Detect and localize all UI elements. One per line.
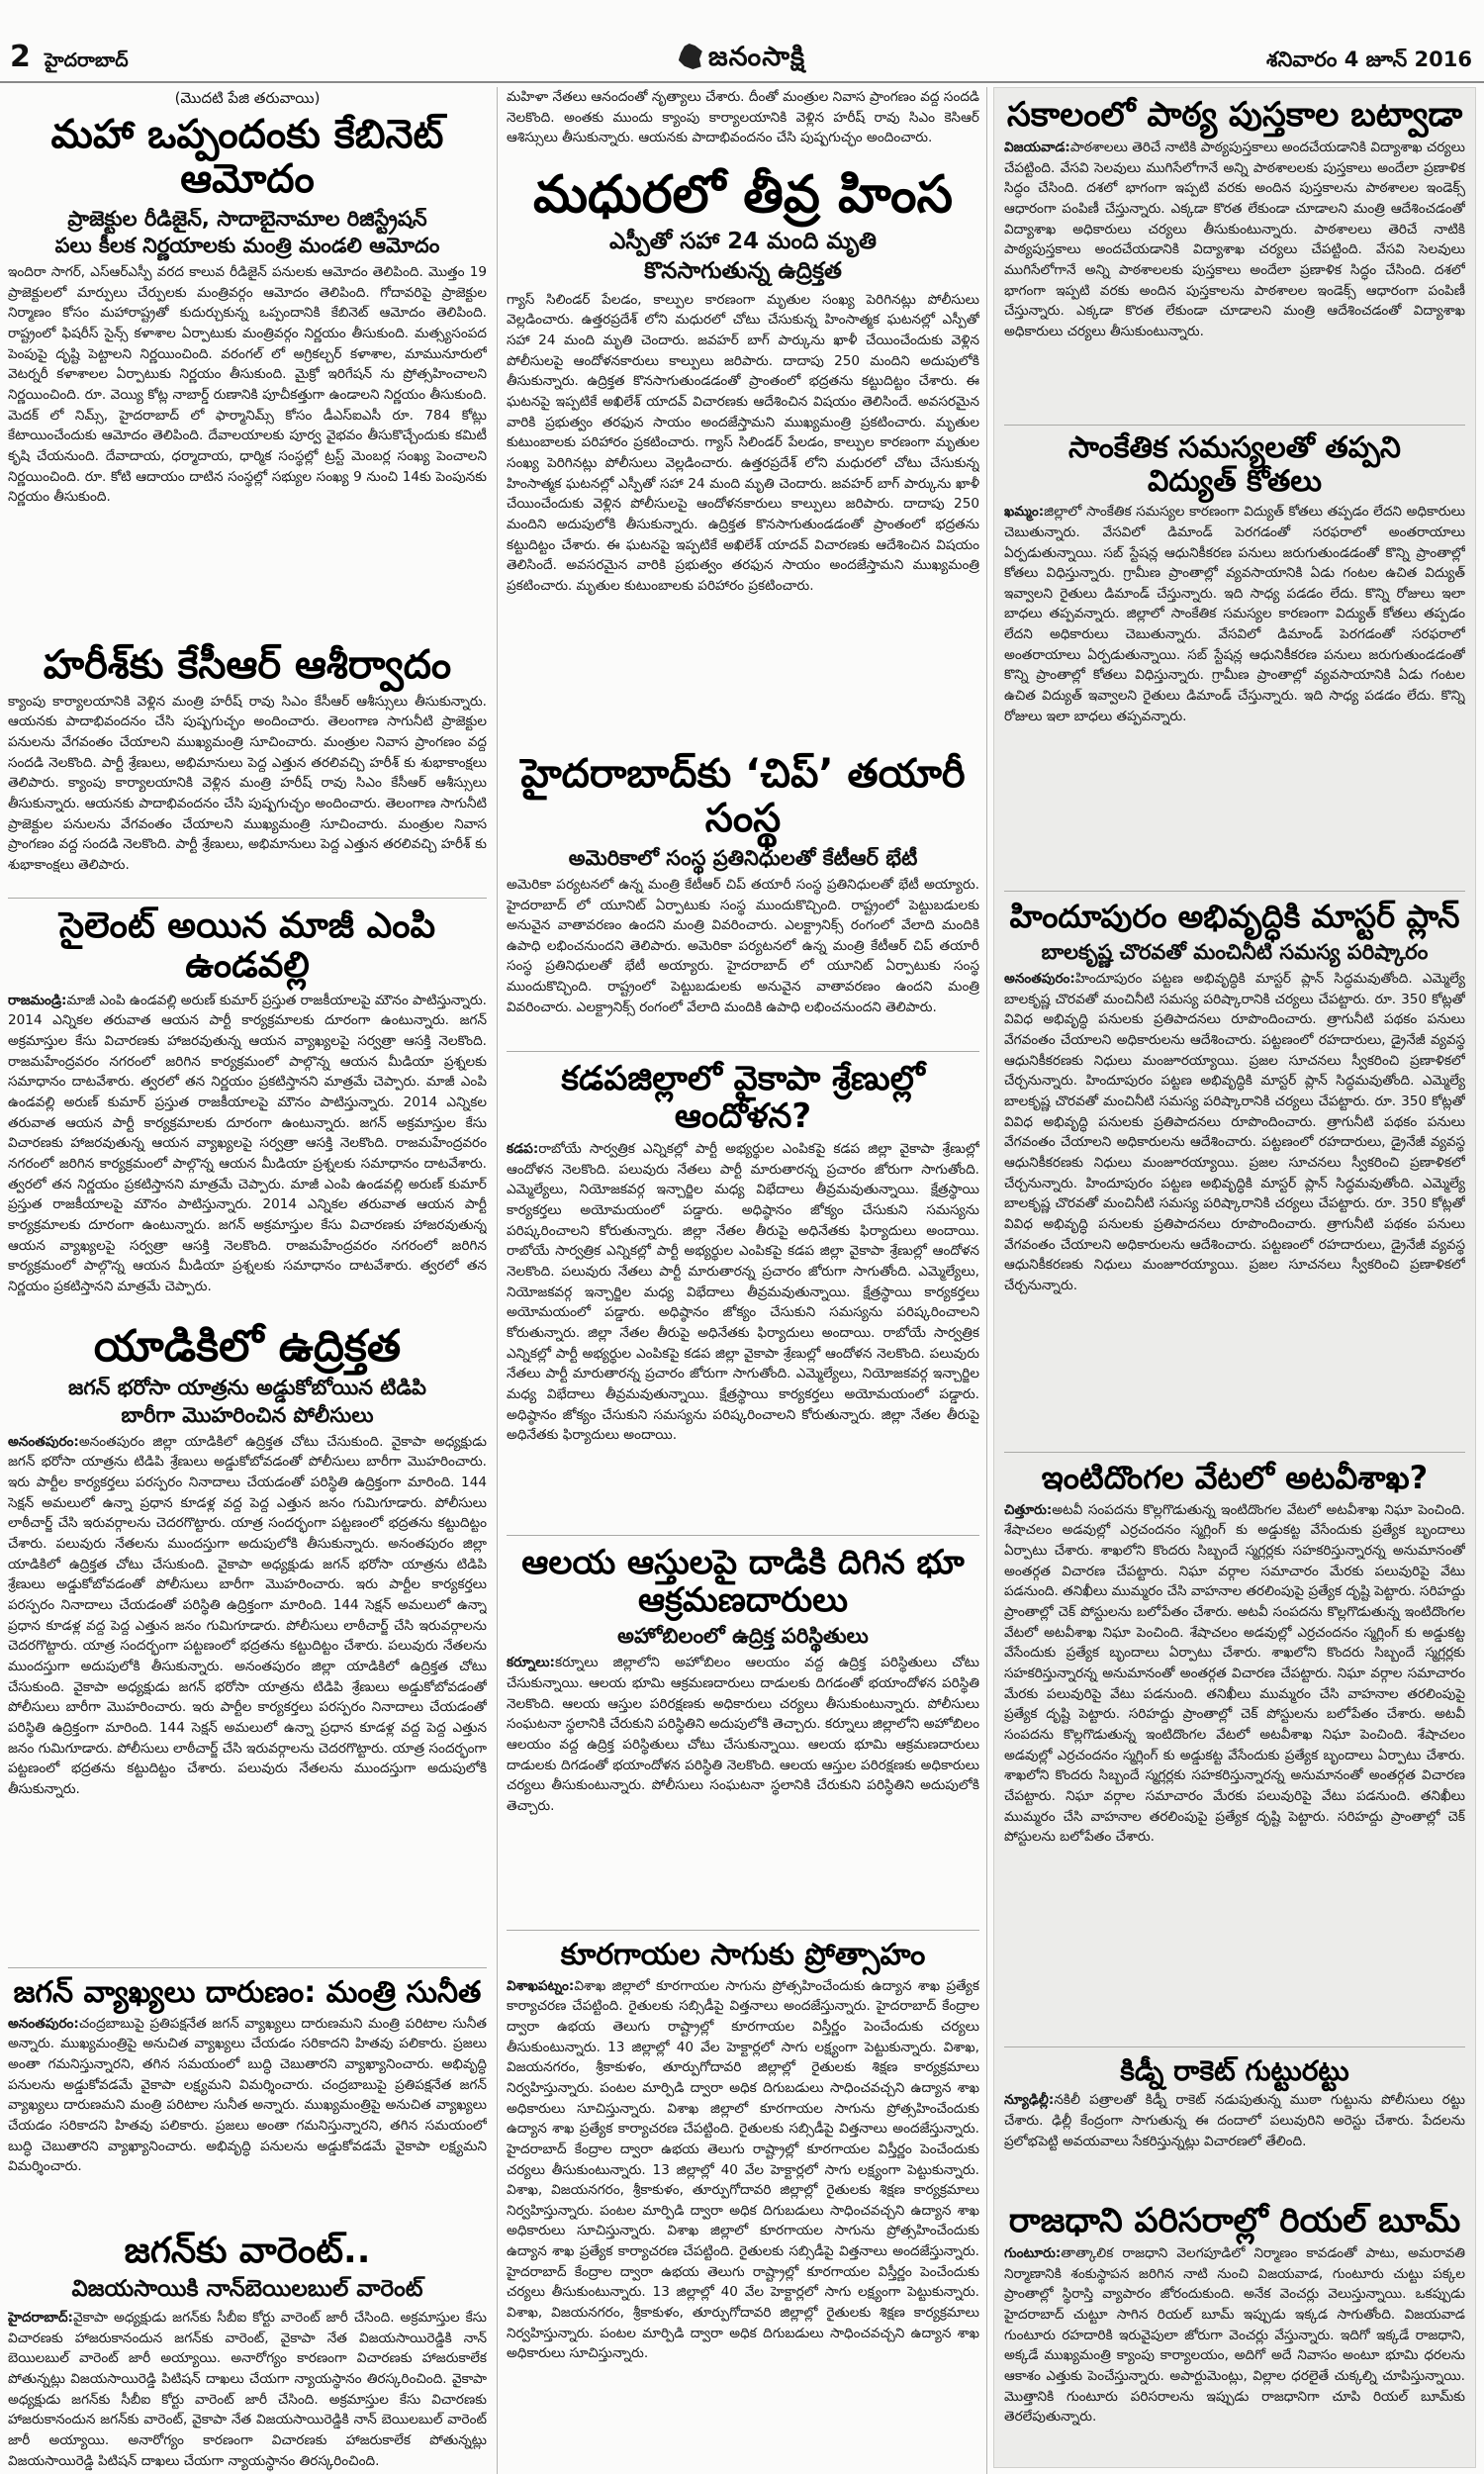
dateline: విశాఖపట్నం: — [507, 1977, 575, 1994]
article-body — [1004, 138, 1465, 342]
article-body — [1004, 502, 1465, 726]
body-text: మాజీ ఎంపి ఉండవల్లి అరుణ్ కుమార్ ప్రస్తుత రాజకీయాలపై మౌనం పాటిస్తున్నారు. 2014 ఎన్నికల తరువాత ఆయన పార్టీ కార్యక్రమాలకు దూరంగా ఉంటున్నారు. జగన్ అక్రమాస్తుల కేసు విచారణకు హాజరవుతున్న ఆయన వ్యాఖ్యలపై సర్వత్రా ఆసక్తి నెలకొంది. రాజమహేంద్రవరం నగరంలో జరిగిన కార్యక్రమంలో పాల్గొన్న ఆయన మీడియా ప్రశ్నలకు సమాధానం దాటవేశారు. త్వరలో తన నిర్ణయం ప్రకటిస్తానని మాత్రమే చెప్పారు. మాజీ ఎంపి ఉండవల్లి అరుణ్ కుమార్ ప్రస్తుత రాజకీయాలపై మౌనం పాటిస్తున్నారు. 2014 ఎన్నికల తరువాత ఆయన పార్టీ కార్యక్రమాలకు దూరంగా ఉంటున్నారు. జగన్ అక్రమాస్తుల కేసు విచారణకు హాజరవుతున్న ఆయన వ్యాఖ్యలపై సర్వత్రా ఆసక్తి నెలకొంది. రాజమహేంద్రవరం నగరంలో జరిగిన కార్యక్రమంలో పాల్గొన్న ఆయన మీడియా ప్రశ్నలకు సమాధానం దాటవేశారు. త్వరలో తన నిర్ణయం ప్రకటిస్తానని మాత్రమే చెప్పారు. మాజీ ఎంపి ఉండవల్లి అరుణ్ కుమార్ ప్రస్తుత రాజకీయాలపై మౌనం పాటిస్తున్నారు. 2014 ఎన్నికల తరువాత ఆయన పార్టీ కార్యక్రమాలకు దూరంగా ఉంటున్నారు. జగన్ అక్రమాస్తుల కేసు విచారణకు హాజరవుతున్న ఆయన వ్యాఖ్యలపై సర్వత్రా ఆసక్తి నెలకొంది. రాజమహేంద్రవరం నగరంలో జరిగిన కార్యక్రమంలో పాల్గొన్న ఆయన మీడియా ప్రశ్నలకు సమాధానం దాటవేశారు. త్వరలో తన నిర్ణయం ప్రకటిస్తానని మాత్రమే చెప్పారు. — [8, 992, 487, 1294]
headline: కిడ్నీ రాకెట్ గుట్టురట్టు — [1120, 2054, 1349, 2087]
article-chip-company — [507, 750, 979, 1047]
column-divider-2 — [986, 87, 987, 2474]
dateline: గుంటూరు: — [1004, 2245, 1062, 2262]
dateline: విజయవాడ: — [1004, 140, 1070, 156]
subhead: బారీగా మొహరించిన పోలీసులు — [121, 1402, 374, 1427]
headline: హరీశ్‌కు కేసీఆర్ ఆశీర్వాదం — [43, 642, 452, 688]
article-body — [8, 1432, 487, 1800]
body-text: రాబోయే సార్వత్రిక ఎన్నికల్లో పార్టీ అభ్యర్థుల ఎంపికపై కడప జిల్లా వైకాపా శ్రేణుల్లో ఆందోళన నెలకొంది. పలువురు నేతలు పార్టీ మారుతారన్న ప్రచారం జోరుగా సాగుతోంది. ఎమ్మెల్యేలు, నియోజకవర్గ ఇన్చార్జిల మధ్య విభేదాలు తీవ్రమవుతున్నాయి. క్షేత్రస్థాయి కార్యకర్తలు అయోమయంలో పడ్డారు. అధిష్ఠానం జోక్యం చేసుకుని సమస్యను పరిష్కరించాలని కోరుతున్నారు. జిల్లా నేతల తీరుపై అధినేతకు ఫిర్యాదులు అందాయి. రాబోయే సార్వత్రిక ఎన్నికల్లో పార్టీ అభ్యర్థుల ఎంపికపై కడప జిల్లా వైకాపా శ్రేణుల్లో ఆందోళన నెలకొంది. పలువురు నేతలు పార్టీ మారుతారన్న ప్రచారం జోరుగా సాగుతోంది. ఎమ్మెల్యేలు, నియోజకవర్గ ఇన్చార్జిల మధ్య విభేదాలు తీవ్రమవుతున్నాయి. క్షేత్రస్థాయి కార్యకర్తలు అయోమయంలో పడ్డారు. అధిష్ఠానం జోక్యం చేసుకుని సమస్యను పరిష్కరించాలని కోరుతున్నారు. జిల్లా నేతల తీరుపై అధినేతకు ఫిర్యాదులు అందాయి. రాబోయే సార్వత్రిక ఎన్నికల్లో పార్టీ అభ్యర్థుల ఎంపికపై కడప జిల్లా వైకాపా శ్రేణుల్లో ఆందోళన నెలకొంది. పలువురు నేతలు పార్టీ మారుతారన్న ప్రచారం జోరుగా సాగుతోంది. ఎమ్మెల్యేలు, నియోజకవర్గ ఇన్చార్జిల మధ్య విభేదాలు తీవ్రమవుతున్నాయి. క్షేత్రస్థాయి కార్యకర్తలు అయోమయంలో పడ్డారు. అధిష్ఠానం జోక్యం చేసుకుని సమస్యను పరిష్కరించాలని కోరుతున్నారు. జిల్లా నేతల తీరుపై అధినేతకు ఫిర్యాదులు అందాయి. — [507, 1141, 979, 1444]
subhead: జగన్ భరోసా యాత్రను అడ్డుకోబోయిన టిడిపి — [68, 1376, 426, 1400]
article-body: మహిళా నేతలు ఆనందంతో నృత్యాలు చేశారు. దీంతో మంత్రుల నివాస ప్రాంగణం వద్ద సందడి నెలకొంది. అంతకు ముందు క్యాంపు కార్యాలయానికి వెళ్లిన హరీష్ రావు సిఎం కెసిఆర్ ఆశిస్సులు తీసుకున్నారు. ఆయనకు పాదాభివందనం చేసి పుష్పగుచ్ఛం అందించారు. — [507, 89, 979, 146]
telangana-map-icon — [679, 44, 702, 69]
body-text: హిందూపురం పట్టణ అభివృద్ధికి మాస్టర్ ప్లాన్ సిద్ధమవుతోంది. ఎమ్మెల్యే బాలకృష్ణ చొరవతో మంచినీటి సమస్య పరిష్కారానికి చర్యలు చేపట్టారు. రూ. 350 కోట్లతో వివిధ అభివృద్ధి పనులకు ప్రతిపాదనలు రూపొందించారు. త్రాగునీటి పథకం పనులు వేగవంతం చేయాలని అధికారులను ఆదేశించారు. పట్టణంలో రహదారులు, డ్రైనేజీ వ్యవస్థ ఆధునికీకరణకు నిధులు మంజూరయ్యాయి. ప్రజల సూచనలు స్వీకరించి ప్రణాళికలో చేర్చనున్నారు. హిందూపురం పట్టణ అభివృద్ధికి మాస్టర్ ప్లాన్ సిద్ధమవుతోంది. ఎమ్మెల్యే బాలకృష్ణ చొరవతో మంచినీటి సమస్య పరిష్కారానికి చర్యలు చేపట్టారు. రూ. 350 కోట్లతో వివిధ అభివృద్ధి పనులకు ప్రతిపాదనలు రూపొందించారు. త్రాగునీటి పథకం పనులు వేగవంతం చేయాలని అధికారులను ఆదేశించారు. పట్టణంలో రహదారులు, డ్రైనేజీ వ్యవస్థ ఆధునికీకరణకు నిధులు మంజూరయ్యాయి. ప్రజల సూచనలు స్వీకరించి ప్రణాళికలో చేర్చనున్నారు. హిందూపురం పట్టణ అభివృద్ధికి మాస్టర్ ప్లాన్ సిద్ధమవుతోంది. ఎమ్మెల్యే బాలకృష్ణ చొరవతో మంచినీటి సమస్య పరిష్కారానికి చర్యలు చేపట్టారు. రూ. 350 కోట్లతో వివిధ అభివృద్ధి పనులకు ప్రతిపాదనలు రూపొందించారు. త్రాగునీటి పథకం పనులు వేగవంతం చేయాలని అధికారులను ఆదేశించారు. పట్టణంలో రహదారులు, డ్రైనేజీ వ్యవస్థ ఆధునికీకరణకు నిధులు మంజూరయ్యాయి. ప్రజల సూచనలు స్వీకరించి ప్రణాళికలో చేర్చనున్నారు. — [1004, 971, 1465, 1293]
article-mathura-violence — [507, 164, 979, 750]
article-body: ఇందిరా సాగర్, ఎస్ఆర్ఎస్పీ వరద కాలువ రీడిజైన్ పనులకు ఆమోదం తెలిపింది. మొత్తం 19 ప్రాజెక్టులలో మార్పులు చేర్పులకు మంత్రివర్గం ఆమోదం తెలిపింది. గోదావరిపై ప్రాజెక్టుల నిర్మాణం కోసం మహారాష్ట్రతో కుదుర్చుకున్న ఒప్పందానికి కేబినెట్ ఆమోదం తెలిపింది. రాష్ట్రంలో ఫిషరీస్ సైన్స్ కళాశాల ఏర్పాటుకు మంత్రివర్గం నిర్ణయం తీసుకుంది. మత్స్యసంపద పెంపుపై దృష్టి పెట్టాలని నిర్ణయించింది. వరంగల్ లో అగ్రికల్చర్ కళాశాల, మామునూరులో వెటర్నరీ కళాశాలల ఏర్పాటుకు నిర్ణయం తీసుకుంది. మైక్రో ఇరిగేషన్ ను ప్రోత్సహించాలని నిర్ణయించింది. రూ. వెయ్యి కోట్ల నాబార్డ్ రుణానికి పూచీకత్తుగా ఉండాలని నిర్ణయం తీసుకుంది. మెదక్ లో నిమ్స్, హైదరాబాద్ లో ఫార్మానిమ్స్ కోసం డీఎస్ఐఎసీ రూ. 784 కోట్లు కేటాయించేందుకు ఆమోదం తెలిపింది. దేవాలయాలకు పూర్వ వైభవం తీసుకొచ్చేందుకు కమిటీ కృషి చేయనుంది. దేవాదాయ, ధర్మాదాయ, ధార్మిక సంస్థల్లో ట్రస్ట్ మెంబర్ల సంఖ్య పెంచాలని నిర్ణయించింది. రూ. కోటి ఆదాయం దాటిన సంస్థల్లో సభ్యుల సంఖ్య 9 నుంచి 14కు పెంపునకు నిర్ణయం తీసుకుంది. — [8, 264, 487, 506]
body-text: అనంతపురం జిల్లా యాడికిలో ఉద్రిక్తత చోటు చేసుకుంది. వైకాపా అధ్యక్షుడు జగన్ భరోసా యాత్రను టిడిపి శ్రేణులు అడ్డుకోబోవడంతో పోలీసులు బారీగా మొహరించారు. ఇరు పార్టీల కార్యకర్తలు పరస్పరం నినాదాలు చేయడంతో పరిస్థితి ఉద్రిక్తంగా మారింది. 144 సెక్షన్ అమలులో ఉన్నా ప్రధాన కూడళ్ల వద్ద పెద్ద ఎత్తున జనం గుమిగూడారు. పోలీసులు లాఠీచార్జ్ చేసి ఇరువర్గాలను చెదరగొట్టారు. యాత్ర సందర్భంగా పట్టణంలో భద్రతను కట్టుదిట్టం చేశారు. పలువురు నేతలను ముందస్తుగా అదుపులోకి తీసుకున్నారు. అనంతపురం జిల్లా యాడికిలో ఉద్రిక్తత చోటు చేసుకుంది. వైకాపా అధ్యక్షుడు జగన్ భరోసా యాత్రను టిడిపి శ్రేణులు అడ్డుకోబోవడంతో పోలీసులు బారీగా మొహరించారు. ఇరు పార్టీల కార్యకర్తలు పరస్పరం నినాదాలు చేయడంతో పరిస్థితి ఉద్రిక్తంగా మారింది. 144 సెక్షన్ అమలులో ఉన్నా ప్రధాన కూడళ్ల వద్ద పెద్ద ఎత్తున జనం గుమిగూడారు. పోలీసులు లాఠీచార్జ్ చేసి ఇరువర్గాలను చెదరగొట్టారు. యాత్ర సందర్భంగా పట్టణంలో భద్రతను కట్టుదిట్టం చేశారు. పలువురు నేతలను ముందస్తుగా అదుపులోకి తీసుకున్నారు. అనంతపురం జిల్లా యాడికిలో ఉద్రిక్తత చోటు చేసుకుంది. వైకాపా అధ్యక్షుడు జగన్ భరోసా యాత్రను టిడిపి శ్రేణులు అడ్డుకోబోవడంతో పోలీసులు బారీగా మొహరించారు. ఇరు పార్టీల కార్యకర్తలు పరస్పరం నినాదాలు చేయడంతో పరిస్థితి ఉద్రిక్తంగా మారింది. 144 సెక్షన్ అమలులో ఉన్నా ప్రధాన కూడళ్ల వద్ద పెద్ద ఎత్తున జనం గుమిగూడారు. పోలీసులు లాఠీచార్జ్ చేసి ఇరువర్గాలను చెదరగొట్టారు. యాత్ర సందర్భంగా పట్టణంలో భద్రతను కట్టుదిట్టం చేశారు. పలువురు నేతలను ముందస్తుగా అదుపులోకి తీసుకున్నారు. — [8, 1433, 487, 1797]
article-vegetable-farming — [507, 1930, 979, 2471]
article-body — [507, 1139, 979, 1446]
column-middle — [507, 87, 979, 2474]
dateline: కడప: — [507, 1141, 539, 1158]
article-power-cuts — [1004, 425, 1465, 887]
dateline: అనంతపురం: — [8, 1433, 79, 1450]
article-body: గ్యాస్ సిలిండర్ పేలడం, కాల్పుల కారణంగా మృతుల సంఖ్య పెరిగినట్లు పోలీసులు వెల్లడించారు. ఉత్తరప్రదేశ్ లోని మధురలో చోటు చేసుకున్న హింసాత్మక ఘటనల్లో ఎస్పీతో సహా 24 మంది మృతి చెందారు. జవహర్ బాగ్ పార్కును ఖాళీ చేయించేందుకు వెళ్లిన పోలీసులపై ఆందోళనకారులు కాల్పులు జరిపారు. దాదాపు 250 మందిని అదుపులోకి తీసుకున్నారు. ఉద్రిక్తత కొనసాగుతుండడంతో ప్రాంతంలో భద్రతను కట్టుదిట్టం చేశారు. ఈ ఘటనపై ఇప్పటికే అఖిలేశ్ యాదవ్ విచారణకు ఆదేశించిన విషయం తెలిసిందే. అవసరమైన వారికి ప్రభుత్వం తరఫున సాయం అందజేస్తామని ముఖ్యమంత్రి ప్రకటించారు. మృతుల కుటుంబాలకు పరిహారం ప్రకటించారు. గ్యాస్ సిలిండర్ పేలడం, కాల్పుల కారణంగా మృతుల సంఖ్య పెరిగినట్లు పోలీసులు వెల్లడించారు. ఉత్తరప్రదేశ్ లోని మధురలో చోటు చేసుకున్న హింసాత్మక ఘటనల్లో ఎస్పీతో సహా 24 మంది మృతి చెందారు. జవహర్ బాగ్ పార్కును ఖాళీ చేయించేందుకు వెళ్లిన పోలీసులపై ఆందోళనకారులు కాల్పులు జరిపారు. దాదాపు 250 మందిని అదుపులోకి తీసుకున్నారు. ఉద్రిక్తత కొనసాగుతుండడంతో ప్రాంతంలో భద్రతను కట్టుదిట్టం చేశారు. ఈ ఘటనపై ఇప్పటికే అఖిలేశ్ యాదవ్ విచారణకు ఆదేశించిన విషయం తెలిసిందే. అవసరమైన వారికి ప్రభుత్వం తరఫున సాయం అందజేస్తామని ముఖ్యమంత్రి ప్రకటించారు. మృతుల కుటుంబాలకు పరిహారం ప్రకటించారు. — [507, 291, 979, 594]
body-text: నకిలీ పత్రాలతో కిడ్నీ రాకెట్ నడుపుతున్న ముఠా గుట్టును పోలీసులు రట్టు చేశారు. ఢిల్లీ కేంద్రంగా సాగుతున్న ఈ దందాలో పలువురిని అరెస్టు చేశారు. పేదలను ప్రలోభపెట్టి అవయవాలు సేకరిస్తున్నట్లు విచారణలో తేలింది. — [1004, 2092, 1465, 2149]
body-text: తాత్కాలిక రాజధాని వెలగపూడిలో నిర్మాణం కావడంతో పాటు, అమరావతి నిర్మాణానికి శంకుస్థాపన జరిగిన నాటి నుంచి విజయవాడ, గుంటూరు చుట్టు పక్కల ప్రాంతాల్లో స్థిరాస్తి వ్యాపారం జోరందుకుంది. అనేక వెంచర్లు వెలుస్తున్నాయి. ఒకప్పుడు హైదరాబాద్ చుట్టూ సాగిన రియల్ బూమ్ ఇప్పుడు ఇక్కడ సాగుతోంది. విజయవాడ గుంటూరు రహదారికి ఇరువైపులా జోరుగా వెంచర్లు వేస్తున్నారు. ఇదిగో ఇక్కడే రాజధాని, అక్కడే ముఖ్యమంత్రి క్యాంపు కార్యాలయం, అదిగో అదే నివాసం అంటూ భూమి ధరలను ఆకాశం ఎత్తుకు పెంచేస్తున్నారు. అపార్టుమెంట్లు, విల్లాల ధరలైతే చుక్కల్ని చూపిస్తున్నాయి. మొత్తానికి గుంటూరు పరిసరాలను ఇప్పుడు రాజధానిగా చూపి రియల్ బూమ్‌కు తెరలేపుతున్నారు. — [1004, 2245, 1465, 2426]
article-hindupuram-masterplan — [1004, 891, 1465, 1448]
article-cabinet-approval — [8, 87, 487, 641]
headline: కడపజిల్లాలో వైకాపా శ్రేణుల్లో ఆందోళన? — [561, 1059, 925, 1137]
column-divider-1 — [497, 87, 498, 2474]
subhead: ఎస్పీతో సహా 24 మంది మృతి — [608, 229, 878, 255]
body-text: జిల్లాలో సాంకేతిక సమస్యల కారణంగా విద్యుత్ కోతలు తప్పడం లేదని అధికారులు చెబుతున్నారు. వేసవిలో డిమాండ్ పెరగడంతో సరఫరాలో అంతరాయాలు ఏర్పడుతున్నాయి. సబ్ స్టేషన్ల ఆధునికీకరణ పనులు జరుగుతుండడంతో కొన్ని ప్రాంతాల్లో కోతలు విధిస్తున్నారు. గ్రామీణ ప్రాంతాల్లో వ్యవసాయానికి ఏడు గంటల ఉచిత విద్యుత్ ఇవ్వాలని రైతులు డిమాండ్ చేస్తున్నారు. ఇది సాధ్య పడడం లేదు. కొన్ని రోజులు ఇలా బాధలు తప్పవన్నారు. జిల్లాలో సాంకేతిక సమస్యల కారణంగా విద్యుత్ కోతలు తప్పడం లేదని అధికారులు చెబుతున్నారు. వేసవిలో డిమాండ్ పెరగడంతో సరఫరాలో అంతరాయాలు ఏర్పడుతున్నాయి. సబ్ స్టేషన్ల ఆధునికీకరణ పనులు జరుగుతుండడంతో కొన్ని ప్రాంతాల్లో కోతలు విధిస్తున్నారు. గ్రామీణ ప్రాంతాల్లో వ్యవసాయానికి ఏడు గంటల ఉచిత విద్యుత్ ఇవ్వాలని రైతులు డిమాండ్ చేస్తున్నారు. ఇది సాధ్య పడడం లేదు. కొన్ని రోజులు ఇలా బాధలు తప్పవన్నారు. — [1004, 504, 1465, 724]
headline: యాడికిలో ఉద్రిక్తత — [93, 1321, 402, 1372]
subhead: పలు కీలక నిర్ణయాలకు మంత్రి మండలి ఆమోదం — [54, 233, 440, 257]
column-left — [8, 87, 487, 2474]
article-forest-dept — [1004, 1452, 1465, 2043]
headline: జగన్‌కు వారెంట్.. — [124, 2231, 371, 2271]
headline: హిందూపురం అభివృద్ధికి మాస్టర్ ప్లాన్ — [1009, 898, 1460, 935]
subhead: విజయసాయికి నాన్‌బెయిలబుల్ వారెంట్ — [71, 2276, 423, 2303]
article-sunitha-remarks — [8, 1967, 487, 2230]
page-header — [0, 40, 1484, 79]
article-body — [8, 2014, 487, 2177]
headline: మహా ఒప్పందంకు కేబినెట్ ఆమోదం — [50, 112, 444, 202]
article-body — [1004, 2090, 1465, 2151]
headline: ఆలయ ఆస్తులపై దాడికి దిగిన భూ ఆక్రమణదారులు — [521, 1543, 965, 1621]
dateline: కర్నూలు: — [507, 1655, 555, 1671]
dateline: ఖమ్మం: — [1004, 504, 1045, 521]
article-body — [1004, 1500, 1465, 1848]
page-number: 2 — [10, 40, 31, 74]
dateline: చిత్తూరు: — [1004, 1501, 1053, 1518]
article-jagan-warrant — [8, 2230, 487, 2474]
body-text: కర్నూలు జిల్లాలోని అహోబిలం ఆలయం వద్ద ఉద్రిక్త పరిస్థితులు చోటు చేసుకున్నాయి. ఆలయ భూమి ఆక్రమణదారులు దాడులకు దిగడంతో భయాందోళన పరిస్థితి నెలకొంది. ఆలయ ఆస్తుల పరిరక్షణకు అధికారులు చర్యలు తీసుకుంటున్నారు. పోలీసులు సంఘటనా స్థలానికి చేరుకుని పరిస్థితిని అదుపులోకి తెచ్చారు. కర్నూలు జిల్లాలోని అహోబిలం ఆలయం వద్ద ఉద్రిక్త పరిస్థితులు చోటు చేసుకున్నాయి. ఆలయ భూమి ఆక్రమణదారులు దాడులకు దిగడంతో భయాందోళన పరిస్థితి నెలకొంది. ఆలయ ఆస్తుల పరిరక్షణకు అధికారులు చర్యలు తీసుకుంటున్నారు. పోలీసులు సంఘటనా స్థలానికి చేరుకుని పరిస్థితిని అదుపులోకి తెచ్చారు. — [507, 1655, 979, 1814]
dateline: రాజమండ్రి: — [8, 992, 67, 1008]
article-body: క్యాంపు కార్యాలయానికి వెళ్లిన మంత్రి హరీష్ రావు సిఎం కేసీఆర్ ఆశీస్సులు తీసుకున్నారు. ఆయనకు పాదాభివందనం చేసి పుష్పగుచ్ఛం అందించారు. తెలంగాణ సాగునీటి ప్రాజెక్టుల పనులను వేగవంతం చేయాలని ముఖ్యమంత్రి సూచించారు. మంత్రుల నివాస ప్రాంగణం వద్ద సందడి నెలకొంది. పార్టీ శ్రేణులు, అభిమానులు పెద్ద ఎత్తున తరలివచ్చి హరీశ్ కు శుభాకాంక్షలు తెలిపారు. క్యాంపు కార్యాలయానికి వెళ్లిన మంత్రి హరీష్ రావు సిఎం కేసీఆర్ ఆశీస్సులు తీసుకున్నారు. ఆయనకు పాదాభివందనం చేసి పుష్పగుచ్ఛం అందించారు. తెలంగాణ సాగునీటి ప్రాజెక్టుల పనులను వేగవంతం చేయాలని ముఖ్యమంత్రి సూచించారు. మంత్రుల నివాస ప్రాంగణం వద్ద సందడి నెలకొంది. పార్టీ శ్రేణులు, అభిమానులు పెద్ద ఎత్తున తరలివచ్చి హరీశ్ కు శుభాకాంక్షలు తెలిపారు. — [8, 693, 487, 874]
article-kadapa-ycp — [507, 1051, 979, 1531]
header-divider — [0, 81, 1484, 83]
headline: ఇంటిదొంగల వేటలో అటవీశాఖ? — [1041, 1459, 1429, 1496]
headline: కూరగాయల సాగుకు ప్రోత్సాహం — [560, 1938, 926, 1972]
body-text: చంద్రబాబుపై ప్రతిపక్షనేత జగన్ వ్యాఖ్యలు దారుణమని మంత్రి పరిటాల సునీత అన్నారు. ముఖ్యమంత్రిపై అనుచిత వ్యాఖ్యలు చేయడం సరికాదని హితవు పలికారు. ప్రజలు అంతా గమనిస్తున్నారని, తగిన సమయంలో బుద్ధి చెబుతారని వ్యాఖ్యానించారు. అభివృద్ధి పనులను అడ్డుకోవడమే వైకాపా లక్ష్యమని విమర్శించారు. చంద్రబాబుపై ప్రతిపక్షనేత జగన్ వ్యాఖ్యలు దారుణమని మంత్రి పరిటాల సునీత అన్నారు. ముఖ్యమంత్రిపై అనుచిత వ్యాఖ్యలు చేయడం సరికాదని హితవు పలికారు. ప్రజలు అంతా గమనిస్తున్నారని, తగిన సమయంలో బుద్ధి చెబుతారని వ్యాఖ్యానించారు. అభివృద్ధి పనులను అడ్డుకోవడమే వైకాపా లక్ష్యమని విమర్శించారు. — [8, 2015, 487, 2175]
continuation-kicker: (మొదటి పేజి తరువాయి) — [174, 89, 321, 107]
article-body — [8, 991, 487, 1297]
article-body — [8, 2308, 487, 2471]
body-text: విశాఖ జిల్లాలో కూరగాయల సాగును ప్రోత్సహించేందుకు ఉద్యాన శాఖ ప్రత్యేక కార్యాచరణ చేపట్టింది. రైతులకు సబ్సిడీపై విత్తనాలు అందజేస్తున్నారు. హైదరాబాద్ కేంద్రాల ద్వారా ఉభయ తెలుగు రాష్ట్రాల్లో కూరగాయల విస్తీర్ణం పెంచేందుకు చర్యలు తీసుకుంటున్నారు. 13 జిల్లాల్లో 40 వేల హెక్టార్లలో సాగు లక్ష్యంగా పెట్టుకున్నారు. విశాఖ, విజయనగరం, శ్రీకాకుళం, తూర్పుగోదావరి జిల్లాల్లో రైతులకు శిక్షణ కార్యక్రమాలు నిర్వహిస్తున్నారు. పంటల మార్పిడి ద్వారా అధిక దిగుబడులు సాధించవచ్చని ఉద్యాన శాఖ అధికారులు సూచిస్తున్నారు. విశాఖ జిల్లాలో కూరగాయల సాగును ప్రోత్సహించేందుకు ఉద్యాన శాఖ ప్రత్యేక కార్యాచరణ చేపట్టింది. రైతులకు సబ్సిడీపై విత్తనాలు అందజేస్తున్నారు. హైదరాబాద్ కేంద్రాల ద్వారా ఉభయ తెలుగు రాష్ట్రాల్లో కూరగాయల విస్తీర్ణం పెంచేందుకు చర్యలు తీసుకుంటున్నారు. 13 జిల్లాల్లో 40 వేల హెక్టార్లలో సాగు లక్ష్యంగా పెట్టుకున్నారు. విశాఖ, విజయనగరం, శ్రీకాకుళం, తూర్పుగోదావరి జిల్లాల్లో రైతులకు శిక్షణ కార్యక్రమాలు నిర్వహిస్తున్నారు. పంటల మార్పిడి ద్వారా అధిక దిగుబడులు సాధించవచ్చని ఉద్యాన శాఖ అధికారులు సూచిస్తున్నారు. విశాఖ జిల్లాలో కూరగాయల సాగును ప్రోత్సహించేందుకు ఉద్యాన శాఖ ప్రత్యేక కార్యాచరణ చేపట్టింది. రైతులకు సబ్సిడీపై విత్తనాలు అందజేస్తున్నారు. హైదరాబాద్ కేంద్రాల ద్వారా ఉభయ తెలుగు రాష్ట్రాల్లో కూరగాయల విస్తీర్ణం పెంచేందుకు చర్యలు తీసుకుంటున్నారు. 13 జిల్లాల్లో 40 వేల హెక్టార్లలో సాగు లక్ష్యంగా పెట్టుకున్నారు. విశాఖ, విజయనగరం, శ్రీకాకుళం, తూర్పుగోదావరి జిల్లాల్లో రైతులకు శిక్షణ కార్యక్రమాలు నిర్వహిస్తున్నారు. పంటల మార్పిడి ద్వారా అధిక దిగుబడులు సాధించవచ్చని ఉద్యాన శాఖ అధికారులు సూచిస్తున్నారు. — [507, 1977, 979, 2362]
article-yadiki-tension — [8, 1320, 487, 1963]
dateline: హైదరాబాద్: — [8, 2310, 73, 2327]
subhead: అమెరికాలో సంస్థ ప్రతినిధులతో కేటీఆర్ భేటీ — [568, 845, 918, 870]
article-kidney-racket — [1004, 2046, 1465, 2200]
subhead: ప్రాజెక్టుల రీడిజైన్, సాదాబైనామాల రిజిస్ట్రేషన్ — [67, 206, 427, 231]
article-body — [507, 1653, 979, 1816]
edition-name: హైదరాబాద్ — [45, 49, 129, 71]
body-text: వైకాపా అధ్యక్షుడు జగన్‌కు సీబీఐ కోర్టు వారెంట్ జారీ చేసింది. అక్రమాస్తుల కేసు విచారణకు హాజరుకానందున జగన్‌కు వారెంట్, వైకాపా నేత విజయసాయిరెడ్డికి నాన్ బెయిలబుల్ వారెంట్ జారీ అయ్యాయి. అనారోగ్యం కారణంగా విచారణకు హాజరుకాలేక పోతున్నట్లు విజయసాయిరెడ్డి పిటిషన్ దాఖలు చేయగా న్యాయస్థానం తిరస్కరించింది. వైకాపా అధ్యక్షుడు జగన్‌కు సీబీఐ కోర్టు వారెంట్ జారీ చేసింది. అక్రమాస్తుల కేసు విచారణకు హాజరుకానందున జగన్‌కు వారెంట్, వైకాపా నేత విజయసాయిరెడ్డికి నాన్ బెయిలబుల్ వారెంట్ జారీ అయ్యాయి. అనారోగ్యం కారణంగా విచారణకు హాజరుకాలేక పోతున్నట్లు విజయసాయిరెడ్డి పిటిషన్ దాఖలు చేయగా న్యాయస్థానం తిరస్కరించింది. — [8, 2310, 487, 2469]
dateline: అనంతపురం: — [1004, 971, 1075, 988]
issue-date: శనివారం 4 జూన్ 2016 — [1266, 48, 1472, 71]
article-undavalli — [8, 898, 487, 1320]
article-textbooks — [1004, 94, 1465, 421]
subhead: బాలకృష్ణ చొరవతో మంచినీటి సమస్య పరిష్కారం — [1041, 939, 1429, 964]
subhead: కొనసాగుతున్న ఉద్రిక్తత — [644, 257, 842, 284]
article-continuation-text — [507, 87, 979, 164]
masthead — [0, 42, 1484, 79]
headline: సైలెంట్ అయిన మాజీ ఎంపి ఉండవల్లి — [58, 905, 436, 987]
headline: సాంకేతిక సమస్యలతో తప్పని విద్యుత్ కోతలు — [1068, 430, 1401, 499]
column-right-panel — [993, 87, 1476, 2468]
article-ahobilam-temple — [507, 1535, 979, 1926]
dateline: అనంతపురం: — [8, 2015, 79, 2032]
article-body: అమెరికా పర్యటనలో ఉన్న మంత్రి కేటీఆర్ చిప్ తయారీ సంస్థ ప్రతినిధులతో భేటీ అయ్యారు. హైదరాబాద్ లో యూనిట్ ఏర్పాటుకు సంస్థ ముందుకొచ్చింది. రాష్ట్రంలో పెట్టుబడులకు అనువైన వాతావరణం ఉందని మంత్రి వివరించారు. ఎలక్ట్రానిక్స్ రంగంలో వేలాది మందికి ఉపాధి లభించనుందని తెలిపారు. అమెరికా పర్యటనలో ఉన్న మంత్రి కేటీఆర్ చిప్ తయారీ సంస్థ ప్రతినిధులతో భేటీ అయ్యారు. హైదరాబాద్ లో యూనిట్ ఏర్పాటుకు సంస్థ ముందుకొచ్చింది. రాష్ట్రంలో పెట్టుబడులకు అనువైన వాతావరణం ఉందని మంత్రి వివరించారు. ఎలక్ట్రానిక్స్ రంగంలో వేలాది మందికి ఉపాధి లభించనుందని తెలిపారు. — [507, 876, 979, 1015]
headline: జగన్ వ్యాఖ్యలు దారుణం: మంత్రి సునీత — [13, 1975, 482, 2010]
headline: హైదరాబాద్‌కు ‘చిప్’ తయారీ సంస్థ — [520, 751, 966, 841]
dateline: న్యూఢిల్లీ: — [1004, 2092, 1055, 2109]
headline: రాజధాని పరిసరాల్లో రియల్ బూమ్ — [1008, 2201, 1461, 2240]
body-text: అటవీ సంపదను కొల్లగొడుతున్న ఇంటిదొంగల వేటలో అటవీశాఖ నిఘా పెంచింది. శేషాచలం అడవుల్లో ఎర్రచందనం స్మగ్లింగ్ కు అడ్డుకట్ట వేసేందుకు ప్రత్యేక బృందాలు ఏర్పాటు చేశారు. శాఖలోని కొందరు సిబ్బందే స్మగ్లర్లకు సహకరిస్తున్నారన్న అనుమానంతో అంతర్గత విచారణ చేపట్టారు. నిఘా వర్గాల సమాచారం మేరకు పలువురిపై వేటు పడనుంది. తనిఖీలు ముమ్మరం చేసి వాహనాల తరలింపుపై ప్రత్యేక దృష్టి పెట్టారు. సరిహద్దు ప్రాంతాల్లో చెక్ పోస్టులను బలోపేతం చేశారు. అటవీ సంపదను కొల్లగొడుతున్న ఇంటిదొంగల వేటలో అటవీశాఖ నిఘా పెంచింది. శేషాచలం అడవుల్లో ఎర్రచందనం స్మగ్లింగ్ కు అడ్డుకట్ట వేసేందుకు ప్రత్యేక బృందాలు ఏర్పాటు చేశారు. శాఖలోని కొందరు సిబ్బందే స్మగ్లర్లకు సహకరిస్తున్నారన్న అనుమానంతో అంతర్గత విచారణ చేపట్టారు. నిఘా వర్గాల సమాచారం మేరకు పలువురిపై వేటు పడనుంది. తనిఖీలు ముమ్మరం చేసి వాహనాల తరలింపుపై ప్రత్యేక దృష్టి పెట్టారు. సరిహద్దు ప్రాంతాల్లో చెక్ పోస్టులను బలోపేతం చేశారు. అటవీ సంపదను కొల్లగొడుతున్న ఇంటిదొంగల వేటలో అటవీశాఖ నిఘా పెంచింది. శేషాచలం అడవుల్లో ఎర్రచందనం స్మగ్లింగ్ కు అడ్డుకట్ట వేసేందుకు ప్రత్యేక బృందాలు ఏర్పాటు చేశారు. శాఖలోని కొందరు సిబ్బందే స్మగ్లర్లకు సహకరిస్తున్నారన్న అనుమానంతో అంతర్గత విచారణ చేపట్టారు. నిఘా వర్గాల సమాచారం మేరకు పలువురిపై వేటు పడనుంది. తనిఖీలు ముమ్మరం చేసి వాహనాల తరలింపుపై ప్రత్యేక దృష్టి పెట్టారు. సరిహద్దు ప్రాంతాల్లో చెక్ పోస్టులను బలోపేతం చేశారు. — [1004, 1501, 1465, 1846]
body-text: పాఠశాలలు తెరిచే నాటికి పాఠ్యపుస్తకాలు అందచేయడానికి విద్యాశాఖ చర్యలు చేపట్టింది. వేసవి సెలవులు ముగిసేలోగానే అన్ని పాఠశాలలకు పుస్తకాలు అందేలా ప్రణాళిక సిద్ధం చేసింది. దశలో భాగంగా ఇప్పటి వరకు అందిన పుస్తకాలను పాఠశాలల ఇండెక్స్ ఆధారంగా పంపిణీ చేస్తున్నారు. ఎక్కడా కొరత లేకుండా చూడాలని మంత్రి ఆదేశించడంతో విద్యాశాఖ అధికారులు చర్యలు తీసుకుంటున్నారు. పాఠశాలలు తెరిచే నాటికి పాఠ్యపుస్తకాలు అందచేయడానికి విద్యాశాఖ చర్యలు చేపట్టింది. వేసవి సెలవులు ముగిసేలోగానే అన్ని పాఠశాలలకు పుస్తకాలు అందేలా ప్రణాళిక సిద్ధం చేసింది. దశలో భాగంగా ఇప్పటి వరకు అందిన పుస్తకాలను పాఠశాలల ఇండెక్స్ ఆధారంగా పంపిణీ చేస్తున్నారు. ఎక్కడా కొరత లేకుండా చూడాలని మంత్రి ఆదేశించడంతో విద్యాశాఖ అధికారులు చర్యలు తీసుకుంటున్నారు. — [1004, 140, 1465, 339]
article-harish-kcr — [8, 641, 487, 894]
headline: సకాలంలో పాఠ్య పుస్తకాల బట్వాడా — [1006, 95, 1463, 135]
subhead: అహోబిలంలో ఉద్రిక్త పరిస్థితులు — [617, 1624, 869, 1649]
masthead-title: జనంసాక్షి — [707, 42, 806, 72]
headline: మధురలో తీవ్ర హింస — [533, 165, 953, 225]
article-body — [507, 1976, 979, 2364]
article-body — [1004, 969, 1465, 1296]
article-body — [1004, 2243, 1465, 2427]
article-real-estate-boom — [1004, 2200, 1465, 2468]
